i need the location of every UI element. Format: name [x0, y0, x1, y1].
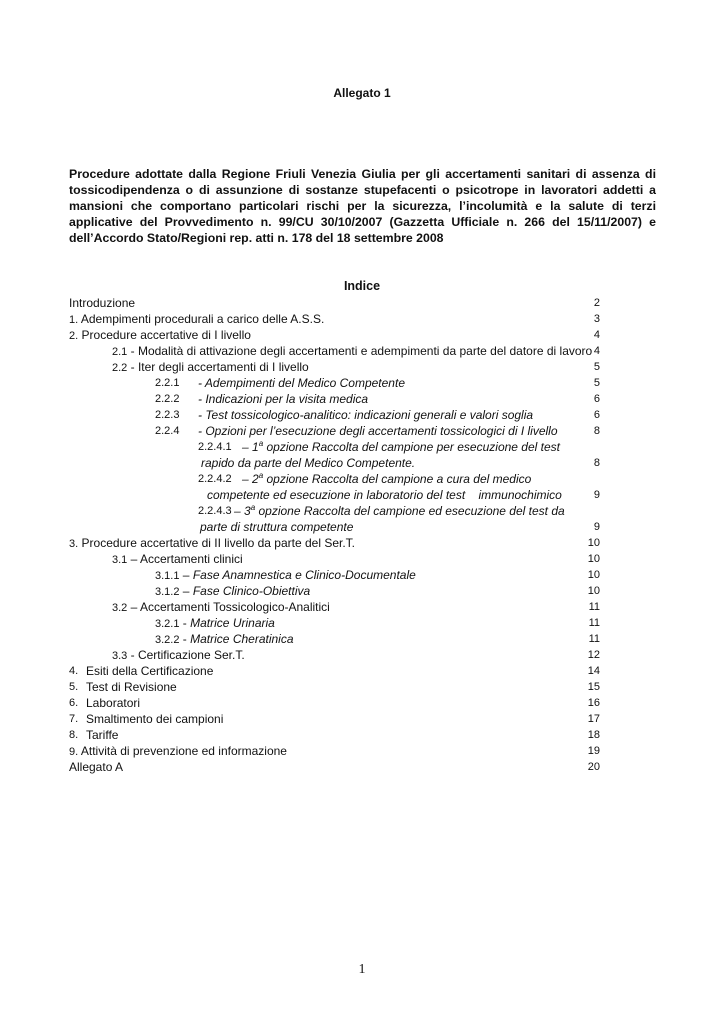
- toc-entry-number: 3.: [69, 538, 79, 550]
- toc-page-number: 16: [587, 697, 600, 709]
- toc-row-2-2-4-2: [0, 471, 724, 487]
- toc-entry-text: Introduzione: [69, 296, 136, 310]
- toc-entry-text: parte di struttura competente: [200, 520, 354, 534]
- toc-row-2-2-1: [0, 375, 724, 391]
- toc-entry-text: – 1: [242, 440, 259, 454]
- toc-entry-text: Test di Revisione: [86, 680, 177, 694]
- toc-page-number: 4: [593, 329, 600, 341]
- toc-page-number: 10: [587, 585, 600, 597]
- toc-page-number: 19: [587, 745, 600, 757]
- toc-entry-text: – 3: [234, 504, 251, 518]
- toc-entry-text: Adempimenti procedurali a carico delle A.S.S.: [78, 312, 325, 326]
- toc-page-number: 10: [587, 537, 600, 549]
- toc-page-number: 8: [593, 425, 600, 437]
- toc-entry-number: 3.2: [112, 602, 128, 614]
- toc-entry-text: - Iter degli accertamenti di I livello: [127, 360, 309, 374]
- toc-row-2: [0, 327, 724, 343]
- toc-row-3-1-2: 3.1.2 – Fase Clinico-Obiettiva 10: [155, 584, 600, 598]
- toc-page-number: 3: [593, 313, 600, 325]
- toc-entry-text-continued: opzione Raccolta del campione ed esecuzione del test da: [255, 504, 565, 518]
- toc-row-3-1-1: 3.1.1 – Fase Anamnestica e Clinico-Documentale 10: [155, 568, 600, 582]
- toc-row-2-2-3: [0, 407, 724, 423]
- toc-page-number: 12: [587, 649, 600, 661]
- toc-entry-text: - Certificazione Ser.T.: [127, 648, 245, 662]
- toc-entry-text: - Modalità di attivazione degli accertamenti e adempimenti da parte del datore di lavoro: [127, 344, 593, 358]
- toc-entry-number: 2.2.2: [155, 393, 180, 405]
- toc-entry-text: competente ed esecuzione in laboratorio del test immunochimico: [207, 488, 562, 502]
- toc-entry-number: 3.1: [112, 554, 128, 566]
- toc-row-2-2-4-2-cont: [0, 487, 724, 503]
- toc-entry-number: 7.: [69, 713, 79, 725]
- toc-entry-text: Attività di prevenzione ed informazione: [78, 744, 287, 758]
- toc-entry-text: Allegato A: [69, 760, 124, 774]
- toc-entry-text: Tariffe: [86, 728, 119, 742]
- toc-row-2-2-2: [0, 391, 724, 407]
- toc-row-3: [0, 535, 724, 551]
- toc-row-3-2-2: 3.2.2 - Matrice Cheratinica 11: [155, 632, 600, 646]
- toc-entry-number: 2.2.4.1: [198, 441, 232, 453]
- toc-entry-text-continued: opzione Raccolta del campione a cura del medico: [263, 472, 532, 486]
- toc-page-number: 15: [587, 681, 600, 693]
- toc-entry-text: - Opzioni per l’esecuzione degli accertamenti tossicologici di I livello: [198, 424, 558, 438]
- toc-entry-number: 2.2.3: [155, 409, 180, 421]
- toc-entry-number: 2.1: [112, 346, 128, 358]
- toc-entry-text: - Test tossicologico-analitico: indicazioni generali e valori soglia: [198, 408, 534, 422]
- toc-entry-text: Fase Anamnestica e Clinico-Documentale: [192, 568, 416, 582]
- toc-entry-number: 6.: [69, 697, 79, 709]
- toc-page-number: 9: [593, 521, 600, 533]
- toc-row-3-1: [0, 551, 724, 567]
- toc-row-allegato-a: [0, 759, 724, 775]
- toc-page-number: 14: [587, 665, 600, 677]
- toc-row-2-2-4-3: [0, 503, 724, 519]
- toc-row-2-2-4-1-cont: [0, 455, 724, 471]
- toc-entry-number: 3.2.1: [155, 618, 180, 630]
- toc-page-number: 5: [593, 377, 600, 389]
- toc-entry-text: - Adempimenti del Medico Competente: [198, 376, 405, 390]
- toc-page-number: 6: [593, 393, 600, 405]
- toc-row-2-1: [0, 343, 724, 359]
- toc-page-number: 10: [587, 569, 600, 581]
- toc-entry-number: 1.: [69, 314, 79, 326]
- toc-entry-number: 3.3: [112, 650, 128, 662]
- toc-entry-text: Procedure accertative di I livello: [78, 328, 251, 342]
- toc-row-3-3: [0, 647, 724, 663]
- toc-page-number: 11: [588, 617, 600, 629]
- toc-entry-text: Smaltimento dei campioni: [86, 712, 224, 726]
- toc-row-9: [0, 743, 724, 759]
- toc-entry-superscript: a: [258, 439, 264, 448]
- toc-entry-number: 3.1.2: [155, 586, 180, 598]
- toc-entry-superscript: a: [258, 471, 264, 480]
- toc-row-3-2-1: 3.2.1 - Matrice Urinaria 11: [155, 616, 600, 630]
- toc-row-2-2-4: [0, 423, 724, 439]
- toc-entry-text: Procedure accertative di II livello da parte del Ser.T.: [78, 536, 355, 550]
- toc-page-number: 10: [587, 553, 600, 565]
- toc-row-5: [0, 679, 724, 695]
- toc-entry-number: 2.2.1: [155, 377, 180, 389]
- toc-entry-number: 9.: [69, 746, 79, 758]
- toc-page-number: 6: [593, 409, 600, 421]
- toc-entry-text: rapido da parte del Medico Competente.: [201, 456, 416, 470]
- toc-entry-number: 4.: [69, 665, 79, 677]
- toc-row-3-2: [0, 599, 724, 615]
- toc-entry-text: – Accertamenti Tossicologico-Analitici: [127, 600, 330, 614]
- toc-row-introduzione: [0, 295, 724, 311]
- index-title: Indice: [343, 279, 381, 293]
- toc-entry-superscript: a: [250, 503, 256, 512]
- toc-entry-text: Fase Clinico-Obiettiva: [192, 584, 311, 598]
- toc-page-number: 5: [593, 361, 600, 373]
- toc-row-2-2-4-3-cont: [0, 519, 724, 535]
- toc-entry-number: 8.: [69, 729, 79, 741]
- toc-entry-text: Matrice Urinaria: [190, 616, 275, 630]
- toc-row-8: [0, 727, 724, 743]
- toc-page-number: 17: [587, 713, 600, 725]
- toc-page-number: 2: [593, 297, 600, 309]
- toc-page-number: 9: [593, 489, 600, 501]
- toc-page-number: 18: [587, 729, 600, 741]
- toc-row-6: [0, 695, 724, 711]
- toc-page-number: 4: [593, 345, 600, 357]
- toc-entry-text: Laboratori: [86, 696, 141, 710]
- toc-entry-text: Matrice Cheratinica: [190, 632, 294, 646]
- toc-page-number: 8: [593, 457, 600, 469]
- toc-entry-number: 2.2.4.2: [198, 473, 232, 485]
- toc-row-2-2-4-1: [0, 439, 724, 455]
- toc-page-number: 11: [588, 633, 600, 645]
- toc-entry-text: – 2: [242, 472, 259, 486]
- toc-entry-number: 2.: [69, 330, 79, 342]
- toc-row-7: [0, 711, 724, 727]
- toc-entry-number: 2.2.4: [155, 425, 180, 437]
- toc-row-2-2: [0, 359, 724, 375]
- toc-entry-number: 5.: [69, 681, 79, 693]
- toc-row-1: [0, 311, 724, 327]
- toc-entry-text: - Indicazioni per la visita medica: [198, 392, 369, 406]
- toc-page-number: 20: [587, 761, 600, 773]
- toc-page-number: 11: [588, 601, 600, 613]
- document-heading: Procedure adottate dalla Regione Friuli Venezia Giulia per gli accertamenti sanitari di assenza di tossicodipendenza o di assunzione di sostanze stupefacenti o psicotrope in lavoratori addetti a mansioni che comportano particolari rischi per la sicurezza, l’incolumità e la salute di terzi applicative del Provvedimento n. 99/CU 30/10/2007 (Gazzetta Ufficiale n. 266 del 15/11/2007) e dell’Accordo Stato/Regioni rep. atti n. 178 del 18 settembre 2008: [69, 167, 656, 245]
- allegato-title: Allegato 1: [333, 86, 391, 100]
- toc-entry-number: 2.2: [112, 362, 128, 374]
- toc-entry-text-continued: opzione Raccolta del campione per esecuzione del test: [263, 440, 560, 454]
- toc-row-4: [0, 663, 724, 679]
- toc-entry-text: – Accertamenti clinici: [127, 552, 243, 566]
- toc-entry-number: 3.1.1: [155, 570, 180, 582]
- toc-entry-text: Esiti della Certificazione: [86, 664, 214, 678]
- page-number-footer: 1: [358, 962, 366, 977]
- toc-entry-number: 3.2.2: [155, 634, 180, 646]
- toc-entry-number: 2.2.4.3: [198, 505, 232, 517]
